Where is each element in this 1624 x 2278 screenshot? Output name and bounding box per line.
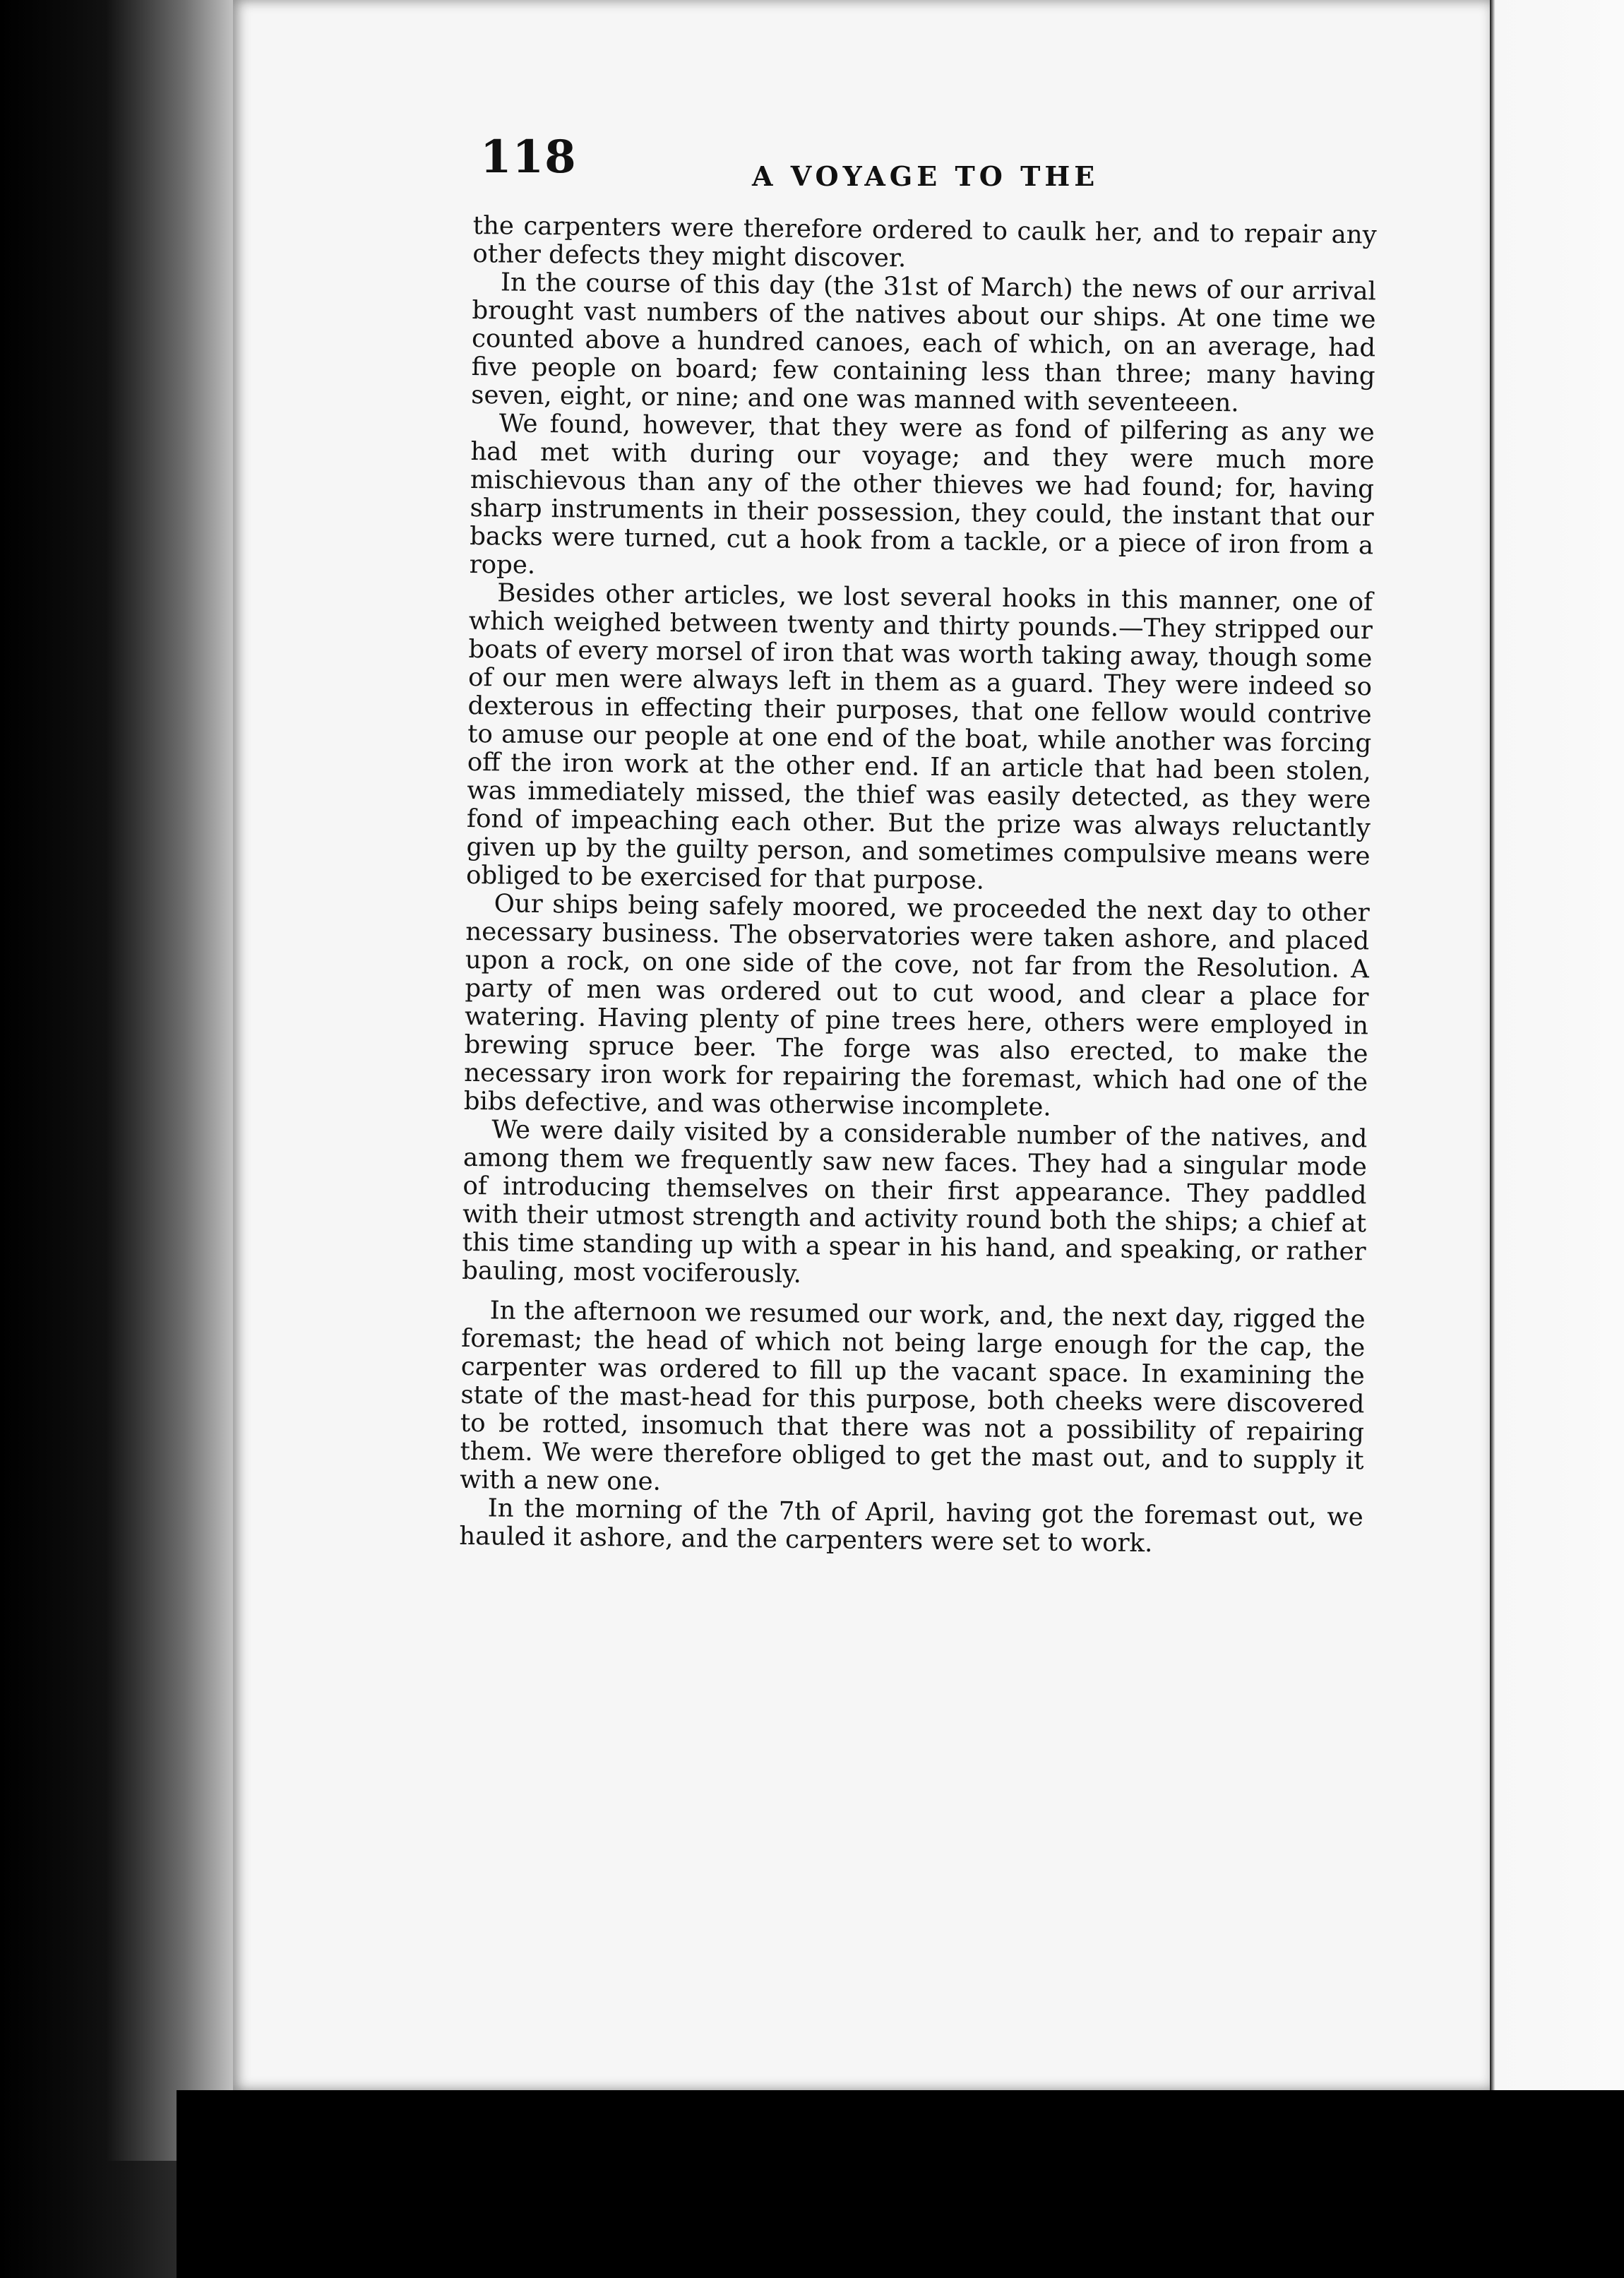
body-text [459,212,1377,1560]
bottom-background [177,2090,1624,2278]
adjacent-page-edge [1490,0,1624,2168]
running-title: A VOYAGE TO THE [752,160,1099,192]
paragraph: Besides other articles, we lost several hooks in this manner, one of which weighed between twenty and thirty pounds.—They stripped our boats of every morsel of iron that was worth taking away, though some of our men were always left in them as a guard. They were indeed so dexterous in effecting their purposes, that one fellow would contrive to amuse our people at one end of the boat, while another was forcing off the iron work at the other end. If an article that had been stolen, was immediately missed, the thief was easily detected, as they were fond of impeaching each other. But the prize was always reluctantly given up by the guilty person, and sometimes compulsive means were obliged to be exercised for that purpose. [465,578,1373,895]
running-header [480,131,1384,208]
paragraph: In the course of this day (the 31st of March) the news of our arrival brought vast numbers of the natives about our ships. At one time we counted above a hundred canoes, each of which, on an average, had five people on board; few containing less than three; many having seven, eight, or nine; and one was manned with seventeeen. [471,268,1377,418]
paragraph: We found, however, that they were as fond of pilfering as any we had met with during our voyage; and they were much more mischievous than any of the other thieves we had found; for, having sharp instruments in their possession, they could, the instant that our backs were turned, cut a hook from a tackle, or a piece of iron from a rope. [469,409,1375,580]
page-number: 118 [480,131,577,184]
paragraph: In the morning of the 7th of April, having got the foremast out, we hauled it ashore, and the carpenters were set to work. [459,1493,1363,1558]
paragraph: the carpenters were therefore ordered to caulk her, and to repair any other defects they might discover. [472,211,1377,273]
paragraph: In the afternoon we resumed our work, and, the next day, rigged the foremast; the head of which not being large enough for the cap, the carpenter was ordered to fill up the vacant space. In examining the state of the mast-head for this purpose, both cheeks were discovered to be rotted, insomuch that there was not a possibility of repairing them. We were therefore obliged to get the mast out, and to supply it with a new one. [459,1296,1366,1496]
paragraph: We were daily visited by a considerable number of the natives, and among them we frequently saw new faces. They had a singular mode of introducing themselves on their first appearance. They paddled with their utmost strength and activity round both the ships; a chief at this time standing up with a spear in his hand, and speaking, or rather bauling, most vociferously. [462,1115,1368,1289]
paragraph: Our ships being safely moored, we proceeded the next day to other necessary business. The observatories were taken ashore, and placed upon a rock, on one side of the cove, not far from the Resolution. A party of men was ordered out to cut wood, and clear a place for watering. Having plenty of pine trees here, others were employed in brewing spruce beer. The forge was also erected, to make the necessary iron work for repairing the foremast, which had one of the bibs defective, and was otherwise incomplete. [463,889,1370,1122]
page-gutter [106,0,247,2161]
